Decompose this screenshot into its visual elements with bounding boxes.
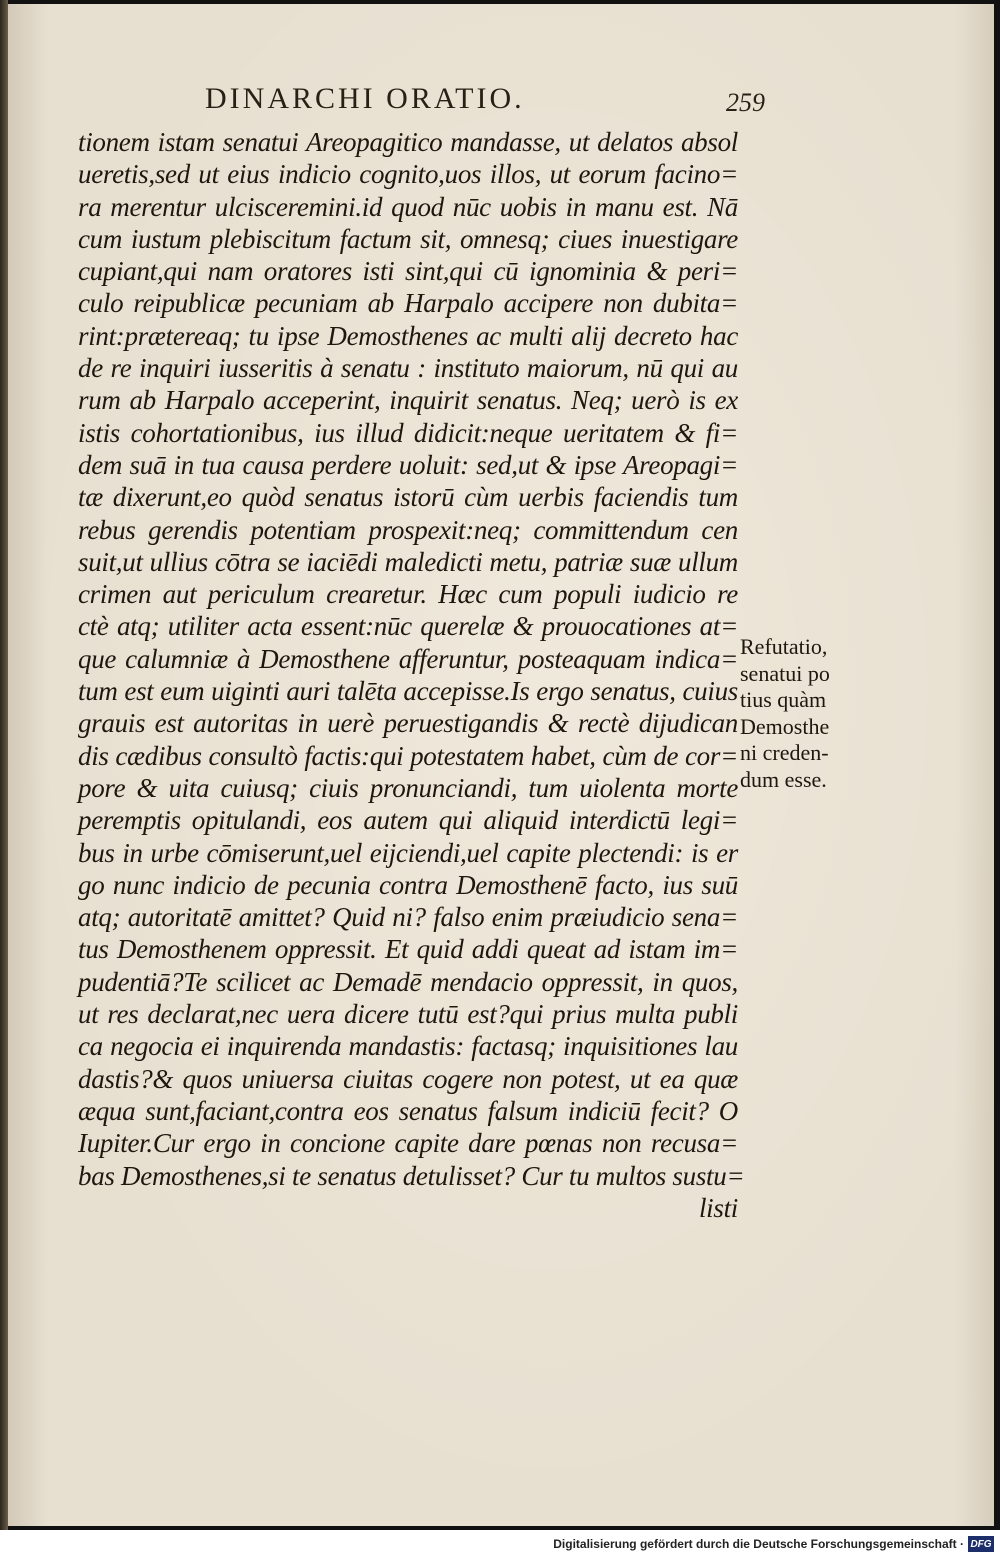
text-line: tionem istam senatui Areopagitico mandasse, ut delatos absol [78,127,738,157]
text-line: tus Demosthenem oppressit. Et quid addi queat ad istam im= [78,934,738,965]
marginal-note [740,634,900,793]
text-line: bus in urbe cōmiserunt,uel eijciendi,uel capite plectendi: is er [78,837,738,868]
text-line: crimen aut periculum crearetur. Hæc cum populi iudicio re [78,579,738,610]
text-line: peremptis opitulandi, eos autem qui aliquid interdictū legi= [78,805,738,836]
text-line: dis cædibus consultò factis:qui potestatem habet, cùm de cor= [78,740,738,771]
text-line: rebus gerendis potentiam prospexit:neq; committendum cen [78,514,738,545]
page-number: 259 [726,88,765,117]
text-line: æqua sunt,faciant,contra eos senatus falsum indiciū fecit? O [78,1095,738,1126]
text-line: Iupiter.Cur ergo in concione capite dare pœnas non recusa= [78,1128,738,1159]
text-line: cum iustum plebiscitum factum sit, omnesq; ciues inuestigare [78,223,738,254]
text-line: rint:prætereaq; tu ipse Demosthenes ac multi alij decreto hac [78,320,738,351]
text-line: istis cohortationibus, ius illud didicit:neque ueritatem & fi= [78,417,738,448]
text-line: dastis?& quos uniuersa ciuitas cogere non potest, ut ea quæ [78,1063,738,1094]
marginal-note-line: tius quàm [740,687,827,712]
text-line: suit,ut ullius cōtra se iaciēdi maledicti metu, patriæ suæ ullum [78,546,738,577]
dfg-logo: DFG [968,1536,994,1552]
text-line: ca negocia ei inquirenda mandastis: factasq; inquisitiones lau [78,1031,738,1062]
text-line: que calumniæ à Demosthene afferuntur, posteaquam indica= [78,643,738,674]
book-spine-edge [0,0,8,1530]
footer-bar [0,1530,1000,1558]
text-line: tum est eum uiginti auri talēta accepisse.Is ergo senatus, cuius [78,676,738,707]
text-line: culo reipublicæ pecuniam ab Harpalo accipere non dubita= [78,288,738,319]
text-line: ut res declarat,nec uera dicere tutū est?qui prius multa publi [78,999,738,1030]
text-line: dem suā in tua causa perdere uoluit: sed,ut & ipse Areopagi= [78,449,738,480]
text-line: pudentiā?Te scilicet ac Demadē mendacio oppressit, in quos, [78,966,738,997]
text-line: go nunc indicio de pecunia contra Demosthenē facto, ius suū [78,869,738,900]
page-header [205,82,765,126]
funding-credit: Digitalisierung gefördert durch die Deutsche Forschungsgemeinschaft · [553,1537,964,1551]
text-line: atq; autoritatē amittet? Quid ni? falso enim præiudicio sena= [78,902,738,933]
text-line: grauis est autoritas in uerè peruestigandis & rectè dijudican [78,708,738,739]
main-text-block [78,126,745,1224]
text-line: ueretis,sed ut eius indicio cognito,uos illos, ut eorum facino= [78,159,738,190]
marginal-note-line: dum esse. [740,766,827,792]
text-line: rum ab Harpalo acceperint, inquirit senatus. Neq; uerò is ex [78,385,738,416]
marginal-note-line: Demosthe [740,713,830,739]
marginal-note-line: Refutatio, [740,634,828,659]
running-title: DINARCHI ORATIO. [205,82,525,115]
text-line: de re inquiri iusseritis à senatu : instituto maiorum, nū qui au [78,353,738,384]
text-line: ctè atq; utiliter acta essent:nūc querelæ & prouocationes at= [78,611,738,642]
text-line: ra merentur ulcisceremini.id quod nūc uobis in manu est. Nā [78,191,738,222]
text-line: listi [698,1192,738,1223]
text-line: bas Demosthenes,si te senatus detulisset? Cur tu multos sustu= [78,1160,745,1191]
text-line: pore & uita cuiusq; ciuis pronunciandi, tum uiolenta morte [78,772,738,803]
text-line: tæ dixerunt,eo quòd senatus istorū cùm uerbis faciendis tum [78,482,738,513]
text-line: cupiant,qui nam oratores isti sint,qui cū ignominia & peri= [78,256,738,287]
marginal-note-line: senatui po [740,660,830,686]
marginal-note-line: ni creden- [740,740,829,765]
